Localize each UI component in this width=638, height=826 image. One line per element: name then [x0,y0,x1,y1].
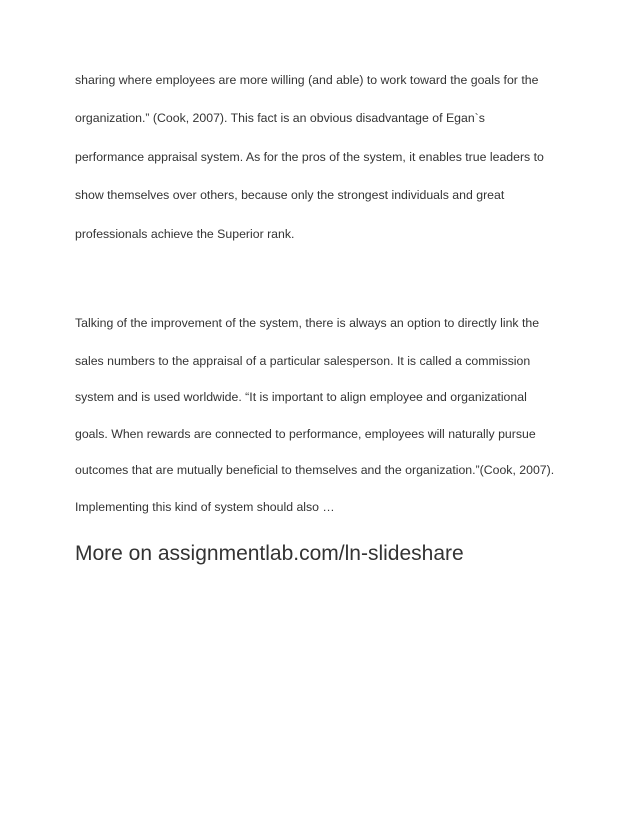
paragraph-line: Talking of the improvement of the system, there is always an option to directly link the [75,316,540,330]
paragraph-line: professionals achieve the Superior rank. [75,227,295,241]
paragraph-line: organization.” (Cook, 2007). This fact is an obvious disadvantage of Egan`s [75,111,485,125]
more-link[interactable]: More on assignmentlab.com/ln-slideshare [75,542,464,565]
paragraph-line: performance appraisal system. As for the pros of the system, it enables true leaders to [75,150,544,164]
paragraph-line: goals. When rewards are connected to performance, employees will naturally pursue [75,427,536,441]
paragraph-line: Implementing this kind of system should also … [75,500,335,514]
paragraph-line: outcomes that are mutually beneficial to themselves and the organization.”(Cook, 2007). [75,463,555,477]
paragraph-line: sales numbers to the appraisal of a particular salesperson. It is called a commission [75,354,531,368]
paragraph-line: system and is used worldwide. “It is important to align employee and organizational [75,390,527,404]
paragraph-line: show themselves over others, because only the strongest individuals and great [75,188,505,202]
paragraph-line: sharing where employees are more willing (and able) to work toward the goals for the [75,73,539,87]
